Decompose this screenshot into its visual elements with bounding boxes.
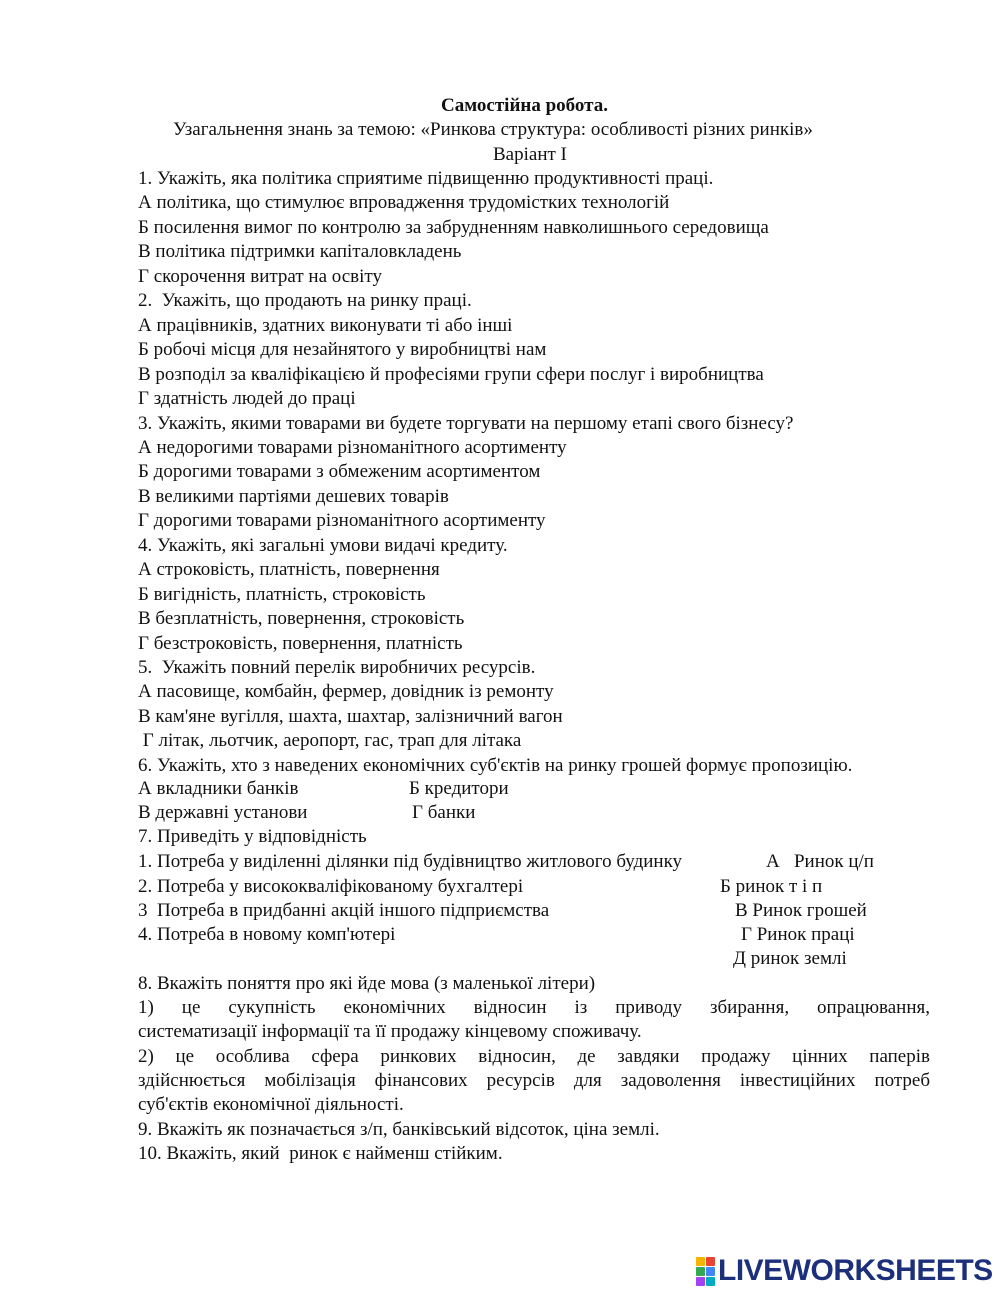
q7-title: 7. Приведіть у відповідність bbox=[138, 826, 367, 847]
q6-option-g: Г банки bbox=[412, 802, 476, 823]
logo-mark-square bbox=[706, 1257, 715, 1266]
logo-mark-square bbox=[696, 1257, 705, 1266]
question-line: 6. Укажіть, хто з наведених економічних суб'єктів на ринку грошей формує пропозицію. bbox=[138, 755, 853, 776]
logo-mark-square bbox=[696, 1267, 705, 1276]
q6-option-v: В державні установи bbox=[138, 802, 308, 823]
question-line: А строковість, платність, повернення bbox=[138, 559, 440, 580]
q6-option-b: Б кредитори bbox=[409, 778, 509, 799]
question-line: Г дорогими товарами різноманітного асортименту bbox=[138, 510, 546, 531]
question-line: 2. Укажіть, що продають на ринку праці. bbox=[138, 290, 472, 311]
q7-row-1-right: А Ринок ц/п bbox=[766, 851, 874, 872]
q7-row-4-left: 4. Потреба в новому комп'ютері bbox=[138, 924, 396, 945]
liveworksheets-logo-text: LIVEWORKSHEETS bbox=[718, 1254, 993, 1287]
worksheet-variant: Варіант І bbox=[493, 144, 567, 165]
question-line: 1. Укажіть, яка політика сприятиме підвищенню продуктивності праці. bbox=[138, 168, 714, 189]
liveworksheets-logo-icon bbox=[696, 1257, 715, 1286]
q7-row-3-left: 3 Потреба в придбанні акцій іншого підприємства bbox=[138, 900, 550, 921]
question-line: Г безстроковість, повернення, платність bbox=[138, 633, 463, 654]
question-line: 4. Укажіть, які загальні умови видачі кредиту. bbox=[138, 535, 508, 556]
logo-mark-square bbox=[706, 1267, 715, 1276]
worksheet-title: Самостійна робота. bbox=[441, 95, 608, 116]
question-line: В розподіл за кваліфікацією й професіями групи сфери послуг і виробництва bbox=[138, 364, 764, 385]
q8-title: 8. Вкажіть поняття про які йде мова (з маленької літери) bbox=[138, 973, 596, 994]
q8-item-2-line-3: суб'єктів економічної діяльності. bbox=[138, 1094, 404, 1115]
question-line: Б посилення вимог по контролю за забрудненням навколишнього середовища bbox=[138, 217, 769, 238]
q7-row-5-right: Д ринок землі bbox=[733, 948, 847, 969]
q6-option-a: А вкладники банків bbox=[138, 778, 299, 799]
question-line: Г скорочення витрат на освіту bbox=[138, 266, 382, 287]
q7-row-3-right: В Ринок грошей bbox=[735, 900, 867, 921]
question-line: В великими партіями дешевих товарів bbox=[138, 486, 449, 507]
q7-row-2-right: Б ринок т і п bbox=[720, 876, 823, 897]
question-line: 3. Укажіть, якими товарами ви будете торгувати на першому етапі свого бізнесу? bbox=[138, 413, 794, 434]
question-line: Г здатність людей до праці bbox=[138, 388, 356, 409]
q10-text: 10. Вкажіть, який ринок є найменш стійким. bbox=[138, 1143, 503, 1164]
question-line: В кам'яне вугілля, шахта, шахтар, залізничний вагон bbox=[138, 706, 563, 727]
question-line: А політика, що стимулює впровадження трудомістких технологій bbox=[138, 192, 670, 213]
question-line: А недорогими товарами різноманітного асортименту bbox=[138, 437, 567, 458]
q8-item-1-line-1: 1) це сукупність економічних відносин із приводу збирання, опрацювання, bbox=[138, 997, 930, 1018]
q9-text: 9. Вкажіть як позначається з/п, банківський відсоток, ціна землі. bbox=[138, 1119, 660, 1140]
q7-row-4-right: Г Ринок праці bbox=[741, 924, 855, 945]
liveworksheets-logo[interactable] bbox=[696, 1253, 993, 1289]
worksheet-subtitle: Узагальнення знань за темою: «Ринкова структура: особливості різних ринків» bbox=[173, 119, 813, 140]
logo-mark-square bbox=[706, 1277, 715, 1286]
q8-item-1-line-2: систематизації інформації та її продажу кінцевому споживачу. bbox=[138, 1021, 642, 1042]
logo-mark-square bbox=[696, 1277, 705, 1286]
q8-item-2-line-2: здійснюється мобілізація фінансових ресурсів для задоволення інвестиційних потреб bbox=[138, 1070, 930, 1091]
question-line: Б робочі місця для незайнятого у виробництві нам bbox=[138, 339, 547, 360]
question-line: Б вигідність, платність, строковість bbox=[138, 584, 426, 605]
question-line: А працівників, здатних виконувати ті або інші bbox=[138, 315, 513, 336]
question-line: А пасовище, комбайн, фермер, довідник із ремонту bbox=[138, 681, 554, 702]
question-line: В безплатність, повернення, строковість bbox=[138, 608, 465, 629]
q7-row-2-left: 2. Потреба у висококваліфікованому бухгалтері bbox=[138, 876, 524, 897]
question-line: Б дорогими товарами з обмеженим асортиментом bbox=[138, 461, 541, 482]
q8-item-2-line-1: 2) це особлива сфера ринкових відносин, де завдяки продажу цінних паперів bbox=[138, 1046, 930, 1067]
question-line: 5. Укажіть повний перелік виробничих ресурсів. bbox=[138, 657, 536, 678]
question-line: В політика підтримки капіталовкладень bbox=[138, 241, 462, 262]
question-line: Г літак, льотчик, аеропорт, гас, трап для літака bbox=[138, 730, 522, 751]
q7-row-1-left: 1. Потреба у виділенні ділянки під будівництво житлового будинку bbox=[138, 851, 683, 872]
